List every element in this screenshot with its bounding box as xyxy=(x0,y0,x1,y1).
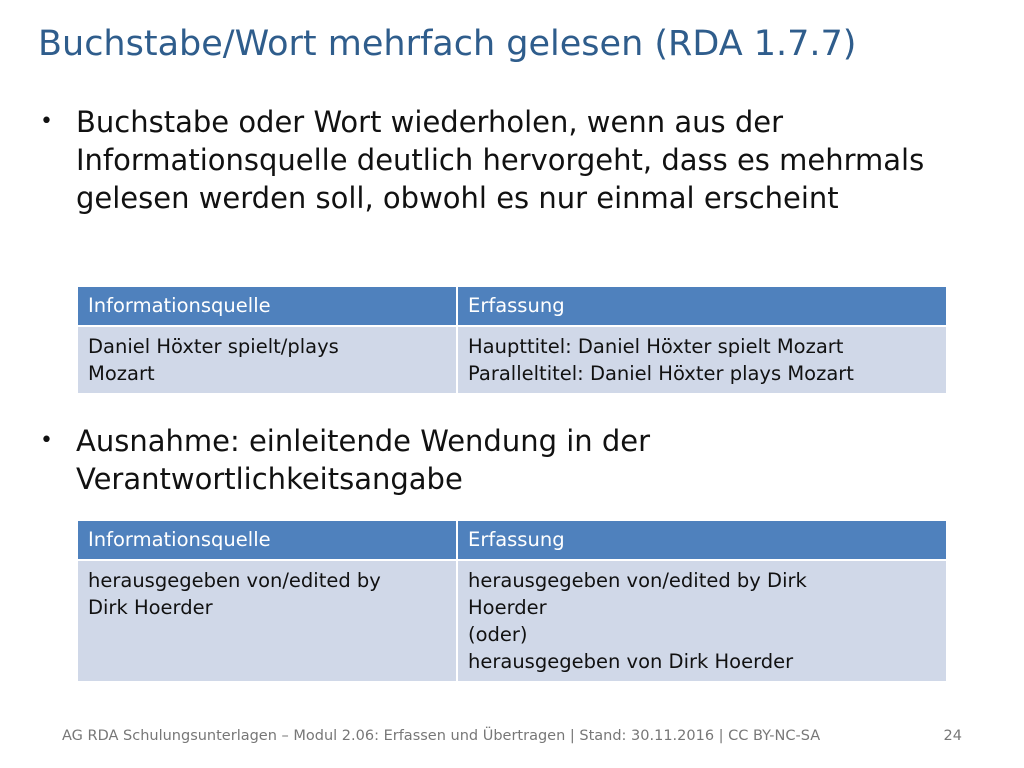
slide-title: Buchstabe/Wort mehrfach gelesen (RDA 1.7.7) xyxy=(38,24,857,64)
page-number: 24 xyxy=(943,728,962,744)
entry-cell xyxy=(458,561,946,681)
bullet-marker: • xyxy=(40,428,53,453)
column-header-erfassung: Erfassung xyxy=(458,521,946,559)
source-cell xyxy=(78,561,456,681)
example-table xyxy=(76,285,948,395)
table-row xyxy=(78,327,946,393)
cell-line: Dirk Hoerder xyxy=(88,596,213,619)
table-row xyxy=(78,561,946,681)
table-header-row xyxy=(78,287,946,325)
cell-line: Daniel Höxter spielt/plays xyxy=(88,335,339,358)
cell-line: Haupttitel: Daniel Höxter spielt Mozart xyxy=(468,335,844,358)
cell-line: Paralleltitel: Daniel Höxter plays Mozart xyxy=(468,362,854,385)
cell-line: herausgegeben von Dirk Hoerder xyxy=(468,650,794,673)
table-header-row xyxy=(78,521,946,559)
column-header-informationsquelle: Informationsquelle xyxy=(78,287,456,325)
cell-line: (oder) xyxy=(468,623,528,646)
column-header-erfassung: Erfassung xyxy=(458,287,946,325)
bullet-text: Ausnahme: einleitende Wendung in der Verantwortlichkeitsangabe xyxy=(76,424,651,496)
cell-line: Hoerder xyxy=(468,596,547,619)
source-cell xyxy=(78,327,456,393)
bullet-marker: • xyxy=(40,109,53,134)
bullet-item xyxy=(40,422,946,498)
slide-footer: AG RDA Schulungsunterlagen – Modul 2.06: Erfassen und Übertragen | Stand: 30.11.2016 | CC BY-NC-SA xyxy=(62,728,821,744)
cell-line: herausgegeben von/edited by xyxy=(88,569,381,592)
column-header-informationsquelle: Informationsquelle xyxy=(78,521,456,559)
cell-line: Mozart xyxy=(88,362,155,385)
example-table xyxy=(76,519,948,683)
entry-cell xyxy=(458,327,946,393)
bullet-text: Buchstabe oder Wort wiederholen, wenn aus der Informationsquelle deutlich hervorgeht, dass es mehrmals gelesen werden soll, obwohl es nur einmal erscheint xyxy=(76,105,925,215)
cell-line: herausgegeben von/edited by Dirk xyxy=(468,569,807,592)
bullet-item xyxy=(40,103,946,217)
